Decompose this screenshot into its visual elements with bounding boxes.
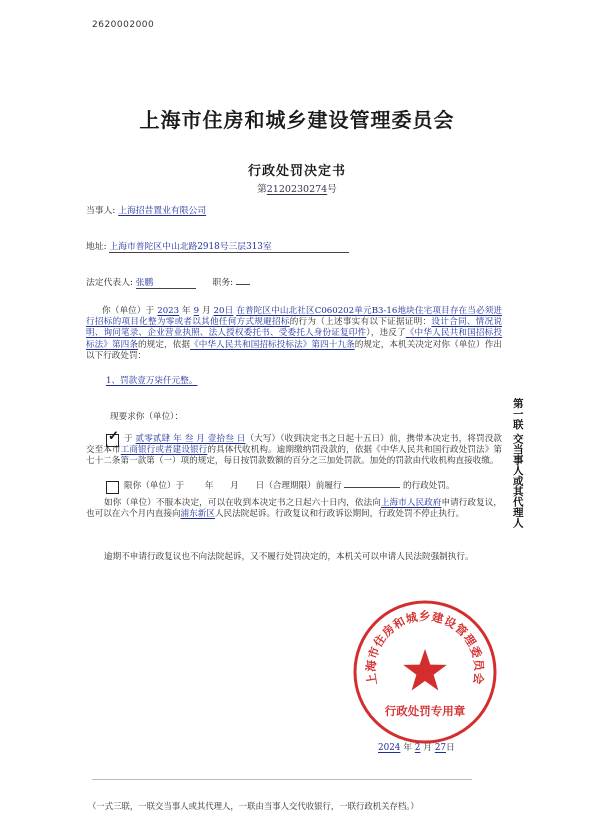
violation-month: 9 — [193, 306, 200, 316]
p1-month-unit: 月 — [201, 306, 211, 316]
p1-h: 的规定，本机关决定对你（单位）作出以下行政处罚： — [86, 339, 502, 361]
side-label-text: 第一联 交当事人或其代理人 — [511, 398, 524, 528]
sign-day: 27 — [434, 743, 447, 753]
review-authority: 上海市人民政府 — [380, 498, 442, 508]
legal-rep-title-label: 职务: — [212, 278, 234, 288]
party-label: 当事人: — [86, 206, 116, 216]
appeal-b: 申请行政复议，也可以在六个月内直接向 — [86, 498, 502, 520]
p1-a: 你（单位）于 — [102, 306, 155, 316]
doc-number-value: 2120230274 — [266, 184, 328, 195]
sign-year: 2024 — [378, 743, 401, 753]
sign-month-unit: 月 — [423, 743, 433, 753]
penalty-law: 《中华人民共和国招标投标法》第四十九条 — [190, 339, 355, 350]
p1-g: 的规定，依据 — [138, 339, 191, 350]
option1-text — [86, 434, 502, 468]
violation-location: 在普陀区中山北社区C060202单元B3-16地块住宅项目 — [236, 306, 450, 316]
opt2-year-unit: 年 — [204, 481, 214, 491]
p1-f: ），违反了 — [366, 328, 406, 339]
legal-rep-label: 法定代表人: — [86, 278, 133, 288]
check-mark-icon: ✓ — [108, 429, 119, 444]
sign-year-unit: 年 — [403, 743, 412, 753]
doc-number-suffix: 号 — [327, 184, 337, 195]
opt2-blank — [344, 487, 400, 488]
opt1-text-a: （大写）（收到决定书之日起十五日）前，携带本决定书，将罚没款交至本市 — [86, 434, 502, 456]
violation-day: 20日 — [213, 306, 234, 316]
seal-ring-text: 上海市住房和城乡建设管理委员会 — [363, 609, 487, 686]
opt2-month-unit: 月 — [230, 481, 239, 491]
opt2-post: 的行政处罚。 — [403, 481, 455, 491]
violation-year: 2023 — [157, 306, 180, 316]
payment-deadline: 贰零贰肆 年 叁 月 壹拾叁 日 — [135, 434, 246, 444]
sign-day-unit: 日 — [446, 743, 455, 753]
appeal-a: 如你（单位）不服本决定，可以在收到本决定书之日起六十日内，依法向 — [104, 498, 381, 508]
court-district: 浦东新区 — [180, 509, 215, 520]
violation-fact: 存在当必须进行招标的项目化整为零或者以其他任何方式规避招标 — [86, 306, 503, 328]
address-row — [86, 239, 349, 253]
copy-side-label — [510, 398, 524, 532]
request-label — [86, 412, 502, 423]
opt2-day-unit: 日（合理期限）前履行 — [255, 481, 342, 491]
p1-d: 的行为（上述事实有以下证据证明： — [289, 317, 432, 328]
overdue-text: 逾期不申请行政复议也不向法院起诉，又不履行处罚决定的，本机关可以申请人民法院强制执行。 — [104, 552, 474, 562]
document-code: 2620002000 — [92, 20, 155, 30]
appeal-paragraph — [86, 498, 502, 520]
legal-rep-value: 张鹏 — [136, 275, 196, 289]
opt1-pre: 于 — [124, 434, 133, 444]
party-row — [86, 203, 206, 216]
address-label: 地址: — [86, 242, 107, 252]
option2-text — [86, 481, 502, 492]
legal-rep-row — [86, 275, 250, 289]
overdue-paragraph — [86, 552, 502, 563]
opt1-text-b: 的具体代收机构。逾期缴纳罚没款的，依据《中华人民共和国行政处罚法》第七十二条第一款第（一）项的规定，每日按罚款数额的百分之三加处罚款。加处的罚款由代收机构直接收缴。 — [86, 445, 502, 467]
opt2-pre: 限你（单位）于 — [124, 481, 185, 491]
footer-divider — [92, 779, 472, 780]
seal-center-text: 行政处罚专用章 — [384, 704, 466, 718]
sign-date — [378, 740, 455, 753]
penalty-item — [86, 376, 502, 387]
appeal-c: 人民法院起诉。行政复议和行政诉讼期间，行政处罚不停止执行。 — [214, 509, 465, 520]
doc-title: 行政处罚决定书 — [247, 164, 346, 179]
footer-note: （一式三联，一联交当事人或其代理人，一联由当事人交代收银行，一联行政机关存档。） — [88, 801, 419, 811]
party-value: 上海招昔置业有限公司 — [118, 206, 207, 216]
payment-bank: 工商银行或者建设银行 — [120, 445, 208, 456]
official-seal — [350, 597, 500, 747]
address-value: 上海市普陀区中山北路2918号三层313室 — [109, 239, 349, 253]
penalty-text: 1、罚款壹万柒仟元整。 — [106, 376, 198, 386]
doc-number-prefix: 第 — [257, 184, 267, 195]
sign-month: 2 — [414, 743, 421, 753]
p1-year-unit: 年 — [181, 306, 191, 316]
violation-paragraph — [86, 306, 502, 362]
legal-rep-title-value — [236, 284, 250, 285]
org-title: 上海市住房和城乡建设管理委员会 — [139, 108, 455, 132]
evidence-list: 设计合同、情况说明、询问笔录、企业营业执照、法人授权委托书、受委托人身份证复印件 — [86, 317, 502, 339]
doc-number — [0, 181, 594, 195]
violated-law: 《中华人民共和国招标投标法》第四条 — [86, 328, 502, 350]
request-label-text: 现要求你（单位）： — [110, 412, 184, 422]
seal-star-icon — [403, 649, 447, 691]
